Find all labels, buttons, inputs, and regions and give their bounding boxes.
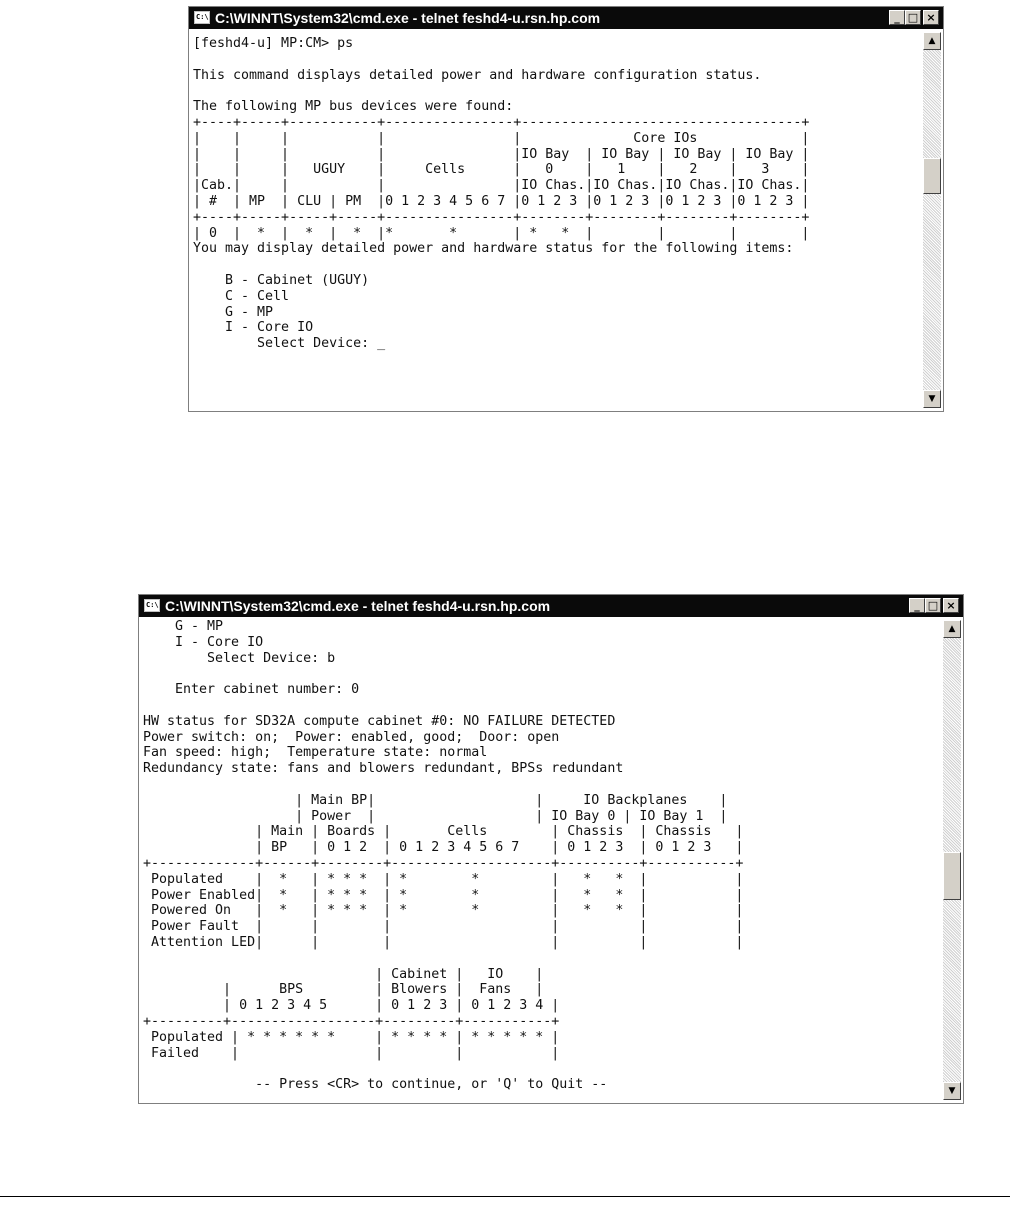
scroll-thumb[interactable] [943, 852, 961, 900]
scroll-thumb[interactable] [923, 158, 941, 194]
terminal-window-2[interactable] [138, 594, 964, 1104]
scroll-down-button[interactable]: ▼ [943, 1082, 961, 1100]
title-bar[interactable] [189, 7, 943, 29]
vertical-scrollbar[interactable] [943, 620, 961, 1100]
scroll-up-button[interactable]: ▲ [923, 32, 941, 50]
scroll-down-button[interactable]: ▼ [923, 390, 941, 408]
close-button[interactable]: × [923, 10, 939, 25]
close-button[interactable]: × [943, 598, 959, 613]
maximize-button[interactable]: □ [905, 10, 921, 25]
cmd-icon[interactable]: C:\ [194, 11, 210, 24]
scroll-up-button[interactable]: ▲ [943, 620, 961, 638]
terminal-output[interactable] [143, 619, 941, 1099]
window-title: C:\WINNT\System32\cmd.exe - telnet feshd4-u.rsn.hp.com [215, 10, 601, 26]
maximize-button[interactable]: □ [925, 598, 941, 613]
title-bar[interactable] [139, 595, 963, 617]
minimize-button[interactable]: _ [889, 10, 905, 25]
page-divider [0, 1196, 1010, 1197]
minimize-button[interactable]: _ [909, 598, 925, 613]
terminal-output[interactable] [193, 32, 921, 407]
terminal-text: G - MP I - Core IO Select Device: b Enter cabinet number: 0 HW status for SD32A compute cabinet #0: NO FAILURE DETECTED Power switch: on; Power: enabled, good; Door: open Fan speed: high; Temperature state: normal Redundancy state: fans and blowers redundant, BPSs redundant | Main BP| | IO Backplanes | | Power | | IO Bay 0 | IO Bay 1 | | Main | Boards | Cells | Chassis | Chassis | | BP | 0 1 2 | 0 1 2 3 4 5 6 7 | 0 1 2 3 | 0 1 2 3 | +-------------+------+--------+--------------------+----------+-----------+ Populated | * | * * * | * * | * * | | Power Enabled| * | * * * | * * | * * | | Powered On | * | * * * | * * | * * | | Power Fault | | | | | | Attention LED| | | | | | | Cabinet | IO | | BPS | Blowers | Fans | | 0 1 2 3 4 5 | 0 1 2 3 | 0 1 2 3 4 | +---------+------------------+---------+-----------+ Populated | * * * * * * | * * * * | * * * * * | Failed | | | | -- Press <CR> to continue, or 'Q' to Quit -- [143, 619, 744, 1093]
terminal-window-1[interactable] [188, 6, 944, 412]
terminal-text: [feshd4-u] MP:CM> ps This command displays detailed power and hardware configuration status. The following MP bus devices were found: +----+-----+-----------+----------------+-----------------------------------+ | | | | | Core IOs | | | | | |IO Bay | IO Bay | IO Bay | IO Bay | | | | UGUY | Cells | 0 | 1 | 2 | 3 | |Cab.| | | |IO Chas.|IO Chas.|IO Chas.|IO Chas.| | # | MP | CLU | PM |0 1 2 3 4 5 6 7 |0 1 2 3 |0 1 2 3 |0 1 2 3 |0 1 2 3 | +----+-----+-----+-----+----------------+--------+--------+--------+--------+ | 0 | * | * | * |* * | * * | | | | You may display detailed power and hardware status for the following items: B - Cabinet (UGUY) C - Cell G - MP I - Core IO Select Device: _ [193, 36, 810, 352]
cmd-icon[interactable]: C:\ [144, 599, 160, 612]
vertical-scrollbar[interactable] [923, 32, 941, 408]
window-title: C:\WINNT\System32\cmd.exe - telnet feshd4-u.rsn.hp.com [165, 598, 551, 614]
